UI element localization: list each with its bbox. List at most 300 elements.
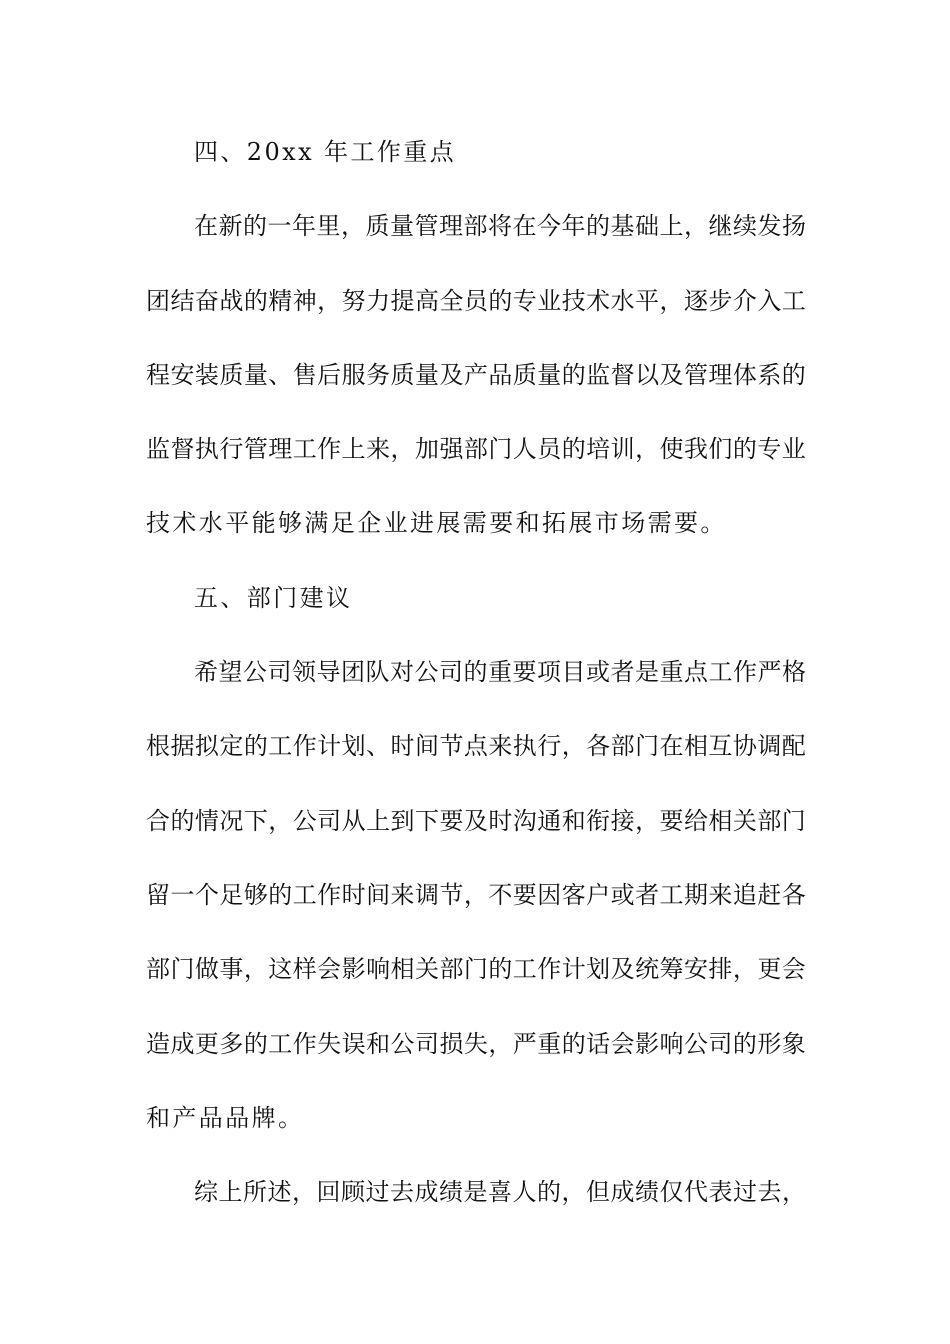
text-glyph: 会 <box>781 955 806 984</box>
text-glyph: 部 <box>439 955 464 984</box>
text-glyph: 的 <box>243 732 268 761</box>
text-glyph: 战 <box>219 286 244 315</box>
text-glyph: 失 <box>317 1029 342 1058</box>
text-glyph: 奋 <box>194 286 219 315</box>
text-glyph: 结 <box>170 286 195 315</box>
text-glyph: 要 <box>439 806 464 835</box>
text-glyph: 司 <box>439 658 463 687</box>
text-glyph: 节 <box>439 880 464 909</box>
text-glyph: 团 <box>341 658 365 687</box>
text-glyph: 给 <box>683 806 708 835</box>
text-glyph: 公 <box>683 1029 708 1058</box>
text-glyph: ， <box>390 435 415 464</box>
text-glyph: 技 <box>561 286 586 315</box>
text-glyph: 象 <box>781 1029 806 1058</box>
text-glyph: 从 <box>341 806 366 835</box>
text-glyph: 情 <box>194 806 219 835</box>
text-glyph: 基 <box>610 212 635 241</box>
paragraph-line <box>146 277 806 351</box>
text-glyph: ， <box>635 435 660 464</box>
text-glyph: 作 <box>733 658 757 687</box>
text-glyph: 要 <box>659 806 684 835</box>
text-glyph: 工 <box>268 1029 293 1058</box>
text-glyph: 督 <box>170 435 195 464</box>
section-heading-department-suggestions: 五、部门建议 <box>194 583 353 612</box>
text-glyph: 一 <box>267 212 292 241</box>
text-glyph: 喜 <box>488 1178 512 1207</box>
text-glyph: 工 <box>659 880 684 909</box>
text-glyph: 综 <box>194 1178 218 1207</box>
text-glyph: 但 <box>586 1178 610 1207</box>
text-glyph: 理 <box>439 212 463 241</box>
text-glyph: 到 <box>390 806 415 835</box>
text-glyph: 期 <box>683 880 708 909</box>
text-glyph: 目 <box>561 658 586 687</box>
text-glyph: 项 <box>537 658 561 687</box>
text-glyph: 一 <box>170 880 195 909</box>
text-glyph: 加 <box>414 435 439 464</box>
text-glyph: 事 <box>219 955 244 984</box>
paragraph-line <box>146 1020 806 1094</box>
text-glyph: 失 <box>463 1029 488 1058</box>
text-glyph: 节 <box>439 732 464 761</box>
text-glyph: 门 <box>463 955 488 984</box>
text-glyph: 各 <box>586 732 611 761</box>
text-glyph: 相 <box>708 806 733 835</box>
text-glyph: 工 <box>292 880 317 909</box>
text-glyph: 提 <box>390 286 415 315</box>
text-glyph: 的 <box>586 212 610 241</box>
text-glyph: 上 <box>366 806 391 835</box>
text-glyph: 、 <box>366 732 391 761</box>
text-glyph: ， <box>488 1029 513 1058</box>
text-glyph: 时 <box>488 806 513 835</box>
text-glyph: 上 <box>659 212 684 241</box>
text-glyph: 以 <box>635 360 660 389</box>
paragraph-line: 技术水平能够满足企业进展需要和拓展市场需要。 <box>146 509 727 538</box>
text-glyph: 关 <box>732 806 757 835</box>
text-glyph: 和 <box>366 1029 391 1058</box>
text-glyph: 管 <box>243 435 268 464</box>
section-heading-work-focus: 四、20xx 年工作重点 <box>194 138 457 166</box>
text-glyph: 代 <box>684 1178 708 1207</box>
text-glyph: 定 <box>219 732 244 761</box>
text-glyph: 要 <box>512 880 537 909</box>
text-glyph: 水 <box>610 286 635 315</box>
text-glyph: 发 <box>757 212 782 241</box>
text-glyph: 司 <box>317 806 342 835</box>
text-glyph: 排 <box>708 955 733 984</box>
text-glyph: 们 <box>708 435 733 464</box>
text-glyph: 点 <box>684 658 708 687</box>
text-glyph: 程 <box>146 360 170 389</box>
text-glyph: 及 <box>463 806 488 835</box>
text-glyph: 户 <box>586 880 611 909</box>
text-glyph: 公 <box>292 806 317 835</box>
text-glyph: 服 <box>341 360 366 389</box>
text-glyph: ， <box>317 286 342 315</box>
text-glyph: 精 <box>268 286 293 315</box>
text-glyph: 成 <box>610 1178 635 1207</box>
text-glyph: ， <box>659 286 684 315</box>
text-glyph: 将 <box>488 212 512 241</box>
text-glyph: 追 <box>732 880 757 909</box>
paragraph-line <box>146 648 806 722</box>
text-glyph: 执 <box>512 732 537 761</box>
text-glyph: ， <box>635 806 660 835</box>
text-glyph: 格 <box>782 658 806 687</box>
text-glyph: 是 <box>635 658 659 687</box>
text-glyph: 所 <box>243 1178 267 1207</box>
text-glyph: 的 <box>243 1029 268 1058</box>
text-glyph: 响 <box>366 955 391 984</box>
text-glyph: 配 <box>781 732 806 761</box>
text-glyph: 司 <box>708 1029 733 1058</box>
text-glyph: 门 <box>635 732 660 761</box>
text-glyph: ， <box>341 212 365 241</box>
text-glyph: 样 <box>292 955 317 984</box>
text-glyph: 部 <box>757 806 782 835</box>
text-glyph: 培 <box>586 435 611 464</box>
text-glyph: 表 <box>708 1178 733 1207</box>
text-glyph: 客 <box>561 880 586 909</box>
text-glyph: 础 <box>635 212 659 241</box>
text-glyph: 及 <box>610 955 635 984</box>
text-glyph: 术 <box>586 286 611 315</box>
text-glyph: 努 <box>341 286 366 315</box>
text-glyph: 做 <box>194 955 219 984</box>
text-glyph: 安 <box>683 955 708 984</box>
paragraph-line <box>146 202 806 276</box>
text-glyph: 今 <box>537 212 561 241</box>
text-glyph: 的 <box>561 1029 586 1058</box>
text-glyph: 体 <box>732 360 757 389</box>
text-glyph: 管 <box>683 360 708 389</box>
text-glyph: 衔 <box>586 806 611 835</box>
text-glyph: 通 <box>537 806 562 835</box>
text-glyph: 点 <box>463 732 488 761</box>
document-body <box>146 128 806 1242</box>
text-glyph: 系 <box>757 360 782 389</box>
text-glyph: 划 <box>341 732 366 761</box>
text-glyph: 的 <box>488 955 513 984</box>
text-glyph: 下 <box>414 806 439 835</box>
text-glyph: 产 <box>463 360 488 389</box>
text-glyph: 工 <box>781 286 806 315</box>
text-glyph: 调 <box>757 732 782 761</box>
text-glyph: 质 <box>365 212 390 241</box>
text-glyph: 和 <box>561 806 586 835</box>
text-glyph: 严 <box>512 1029 537 1058</box>
text-glyph: 上 <box>341 435 366 464</box>
text-glyph: 的 <box>732 1029 757 1058</box>
text-glyph: 督 <box>610 360 635 389</box>
text-glyph: 人 <box>512 435 537 464</box>
text-glyph: 调 <box>414 880 439 909</box>
text-glyph: 部 <box>610 732 635 761</box>
text-glyph: 绩 <box>439 1178 463 1207</box>
text-glyph: 售 <box>292 360 317 389</box>
text-glyph: 新 <box>218 212 243 241</box>
text-glyph: 重 <box>488 658 512 687</box>
text-glyph: 员 <box>463 286 488 315</box>
text-glyph: 量 <box>537 360 562 389</box>
text-glyph: 在 <box>512 212 537 241</box>
text-glyph: 的 <box>561 360 586 389</box>
text-glyph: 统 <box>635 955 660 984</box>
text-glyph: 平 <box>635 286 660 315</box>
text-glyph: 筹 <box>659 955 684 984</box>
text-glyph: 理 <box>708 360 733 389</box>
text-glyph: 各 <box>781 880 806 909</box>
text-glyph: ， <box>268 806 293 835</box>
text-glyph: 会 <box>610 1029 635 1058</box>
text-glyph: 在 <box>194 212 218 241</box>
text-glyph: 的 <box>243 286 268 315</box>
text-glyph: 行 <box>537 732 562 761</box>
text-glyph: 工 <box>512 955 537 984</box>
text-glyph: 或 <box>610 880 635 909</box>
text-glyph: 门 <box>488 435 513 464</box>
text-glyph: 更 <box>757 955 782 984</box>
text-glyph: 理 <box>268 435 293 464</box>
text-glyph: 下 <box>243 806 268 835</box>
text-glyph: 的 <box>243 212 267 241</box>
text-glyph: 损 <box>439 1029 464 1058</box>
text-glyph: 误 <box>341 1029 366 1058</box>
text-glyph: 工 <box>268 732 293 761</box>
text-glyph: 的 <box>463 658 488 687</box>
text-glyph: 量 <box>414 360 439 389</box>
text-glyph: 公 <box>390 1029 415 1058</box>
text-glyph: 成 <box>170 1029 195 1058</box>
text-glyph: 是 <box>463 1178 488 1207</box>
text-glyph: 望 <box>218 658 243 687</box>
text-glyph: 更 <box>194 1029 219 1058</box>
text-glyph: 及 <box>659 360 684 389</box>
text-glyph: 关 <box>414 955 439 984</box>
text-glyph: 神 <box>292 286 317 315</box>
text-glyph: 的 <box>488 286 513 315</box>
paragraph-line <box>146 945 806 1019</box>
text-glyph: 据 <box>170 732 195 761</box>
text-glyph: 的 <box>537 1178 561 1207</box>
text-glyph: 计 <box>317 732 342 761</box>
text-glyph: 的 <box>732 435 757 464</box>
text-glyph: 门 <box>781 806 806 835</box>
text-glyph: 高 <box>414 286 439 315</box>
text-glyph: 重 <box>659 658 684 687</box>
text-glyph: 合 <box>146 806 170 835</box>
text-glyph: 接 <box>610 806 635 835</box>
text-glyph: 质 <box>512 360 537 389</box>
text-glyph: 的 <box>170 806 195 835</box>
text-glyph: 或 <box>586 658 610 687</box>
text-glyph: 监 <box>586 360 611 389</box>
text-glyph: 公 <box>414 658 439 687</box>
text-glyph: 作 <box>317 435 342 464</box>
text-glyph: 根 <box>146 732 170 761</box>
text-glyph: 介 <box>732 286 757 315</box>
text-glyph: 部 <box>146 955 170 984</box>
text-glyph: 作 <box>292 732 317 761</box>
text-glyph: 来 <box>488 732 513 761</box>
text-glyph: 、 <box>268 360 293 389</box>
text-glyph: ， <box>463 880 488 909</box>
text-glyph: 部 <box>463 212 488 241</box>
text-glyph: 重 <box>537 1029 562 1058</box>
text-glyph: 里 <box>316 212 341 241</box>
text-glyph: 话 <box>586 1029 611 1058</box>
text-glyph: 过 <box>365 1178 390 1207</box>
text-glyph: 时 <box>341 880 366 909</box>
text-glyph: 量 <box>243 360 268 389</box>
text-glyph: 管 <box>414 212 439 241</box>
text-glyph: ， <box>292 1178 316 1207</box>
text-glyph: 质 <box>390 360 415 389</box>
text-glyph: 对 <box>390 658 414 687</box>
text-glyph: 上 <box>218 1178 243 1207</box>
text-glyph: 入 <box>757 286 782 315</box>
text-glyph: 赶 <box>757 880 782 909</box>
text-glyph: 影 <box>341 955 366 984</box>
text-glyph: ， <box>561 732 586 761</box>
text-glyph: 者 <box>635 880 660 909</box>
text-glyph: 作 <box>537 955 562 984</box>
paragraph-line <box>146 722 806 796</box>
text-glyph: 装 <box>194 360 219 389</box>
text-glyph: 行 <box>219 435 244 464</box>
text-glyph: 间 <box>366 880 391 909</box>
paragraph-line <box>146 1168 806 1242</box>
text-glyph: 协 <box>732 732 757 761</box>
text-glyph: 司 <box>267 658 292 687</box>
text-glyph: 的 <box>561 435 586 464</box>
text-glyph: 要 <box>512 658 537 687</box>
text-glyph: 希 <box>194 658 218 687</box>
text-glyph: 务 <box>366 360 391 389</box>
text-glyph: 回 <box>316 1178 341 1207</box>
text-glyph: 沟 <box>512 806 537 835</box>
text-glyph: 部 <box>463 435 488 464</box>
text-glyph: 扬 <box>782 212 806 241</box>
text-glyph: 领 <box>292 658 316 687</box>
text-glyph: 及 <box>439 360 464 389</box>
text-glyph: 顾 <box>341 1178 365 1207</box>
text-glyph: 相 <box>390 955 415 984</box>
text-glyph: 的 <box>781 360 806 389</box>
text-glyph: 业 <box>781 435 806 464</box>
text-glyph: 司 <box>414 1029 439 1058</box>
text-glyph: 这 <box>268 955 293 984</box>
text-glyph: 形 <box>757 1029 782 1058</box>
text-glyph: 训 <box>610 435 635 464</box>
text-glyph: 个 <box>194 880 219 909</box>
text-glyph: 仅 <box>659 1178 684 1207</box>
text-glyph: 监 <box>146 435 170 464</box>
text-glyph: 后 <box>317 360 342 389</box>
text-glyph: 员 <box>537 435 562 464</box>
paragraph-line <box>146 425 806 499</box>
text-glyph: 专 <box>757 435 782 464</box>
text-glyph: 多 <box>219 1029 244 1058</box>
text-glyph: ， <box>561 1178 586 1207</box>
text-glyph: 全 <box>439 286 464 315</box>
text-glyph: 质 <box>219 360 244 389</box>
text-glyph: ， <box>243 955 268 984</box>
text-glyph: 年 <box>292 212 316 241</box>
text-glyph: 业 <box>537 286 562 315</box>
text-glyph: 工 <box>292 435 317 464</box>
text-glyph: 者 <box>610 658 635 687</box>
text-glyph: 步 <box>708 286 733 315</box>
text-glyph: 团 <box>146 286 170 315</box>
text-glyph: 互 <box>708 732 733 761</box>
text-glyph: 成 <box>414 1178 439 1207</box>
text-glyph: 影 <box>635 1029 660 1058</box>
text-glyph: 造 <box>146 1029 170 1058</box>
text-glyph: 在 <box>659 732 684 761</box>
text-glyph: 绩 <box>635 1178 659 1207</box>
text-glyph: 人 <box>512 1178 537 1207</box>
text-glyph: 会 <box>317 955 342 984</box>
text-glyph: 去 <box>390 1178 414 1207</box>
text-glyph: 作 <box>317 880 342 909</box>
text-glyph: 年 <box>561 212 586 241</box>
text-glyph: 过 <box>733 1178 757 1207</box>
text-glyph: 去 <box>757 1178 782 1207</box>
text-glyph: 况 <box>219 806 244 835</box>
text-glyph: 划 <box>586 955 611 984</box>
text-glyph: 执 <box>194 435 219 464</box>
paragraph-line <box>146 871 806 945</box>
text-glyph: ， <box>684 212 708 241</box>
text-glyph: 来 <box>366 435 391 464</box>
text-glyph: 不 <box>488 880 513 909</box>
text-glyph: 专 <box>512 286 537 315</box>
text-glyph: 安 <box>170 360 195 389</box>
text-glyph: 队 <box>365 658 390 687</box>
text-glyph: 相 <box>683 732 708 761</box>
text-glyph: 继 <box>708 212 733 241</box>
text-glyph: 公 <box>243 658 267 687</box>
text-glyph: 足 <box>219 880 244 909</box>
text-glyph: 量 <box>390 212 414 241</box>
text-glyph: 时 <box>390 732 415 761</box>
text-glyph: 品 <box>488 360 513 389</box>
paragraph-line <box>146 797 806 871</box>
text-glyph: 计 <box>561 955 586 984</box>
text-glyph: 来 <box>708 880 733 909</box>
text-glyph: 我 <box>683 435 708 464</box>
text-glyph: 来 <box>390 880 415 909</box>
text-glyph: ， <box>732 955 757 984</box>
text-glyph: 间 <box>414 732 439 761</box>
text-glyph: 工 <box>708 658 733 687</box>
text-glyph: 强 <box>439 435 464 464</box>
text-glyph: 响 <box>659 1029 684 1058</box>
text-glyph: 严 <box>757 658 782 687</box>
text-glyph: 门 <box>170 955 195 984</box>
text-glyph: 导 <box>316 658 341 687</box>
text-glyph: 留 <box>146 880 170 909</box>
text-glyph: 够 <box>243 880 268 909</box>
text-glyph: 力 <box>366 286 391 315</box>
text-glyph: 拟 <box>194 732 219 761</box>
text-glyph: 的 <box>268 880 293 909</box>
text-glyph: 续 <box>733 212 757 241</box>
text-glyph: 述 <box>267 1178 292 1207</box>
